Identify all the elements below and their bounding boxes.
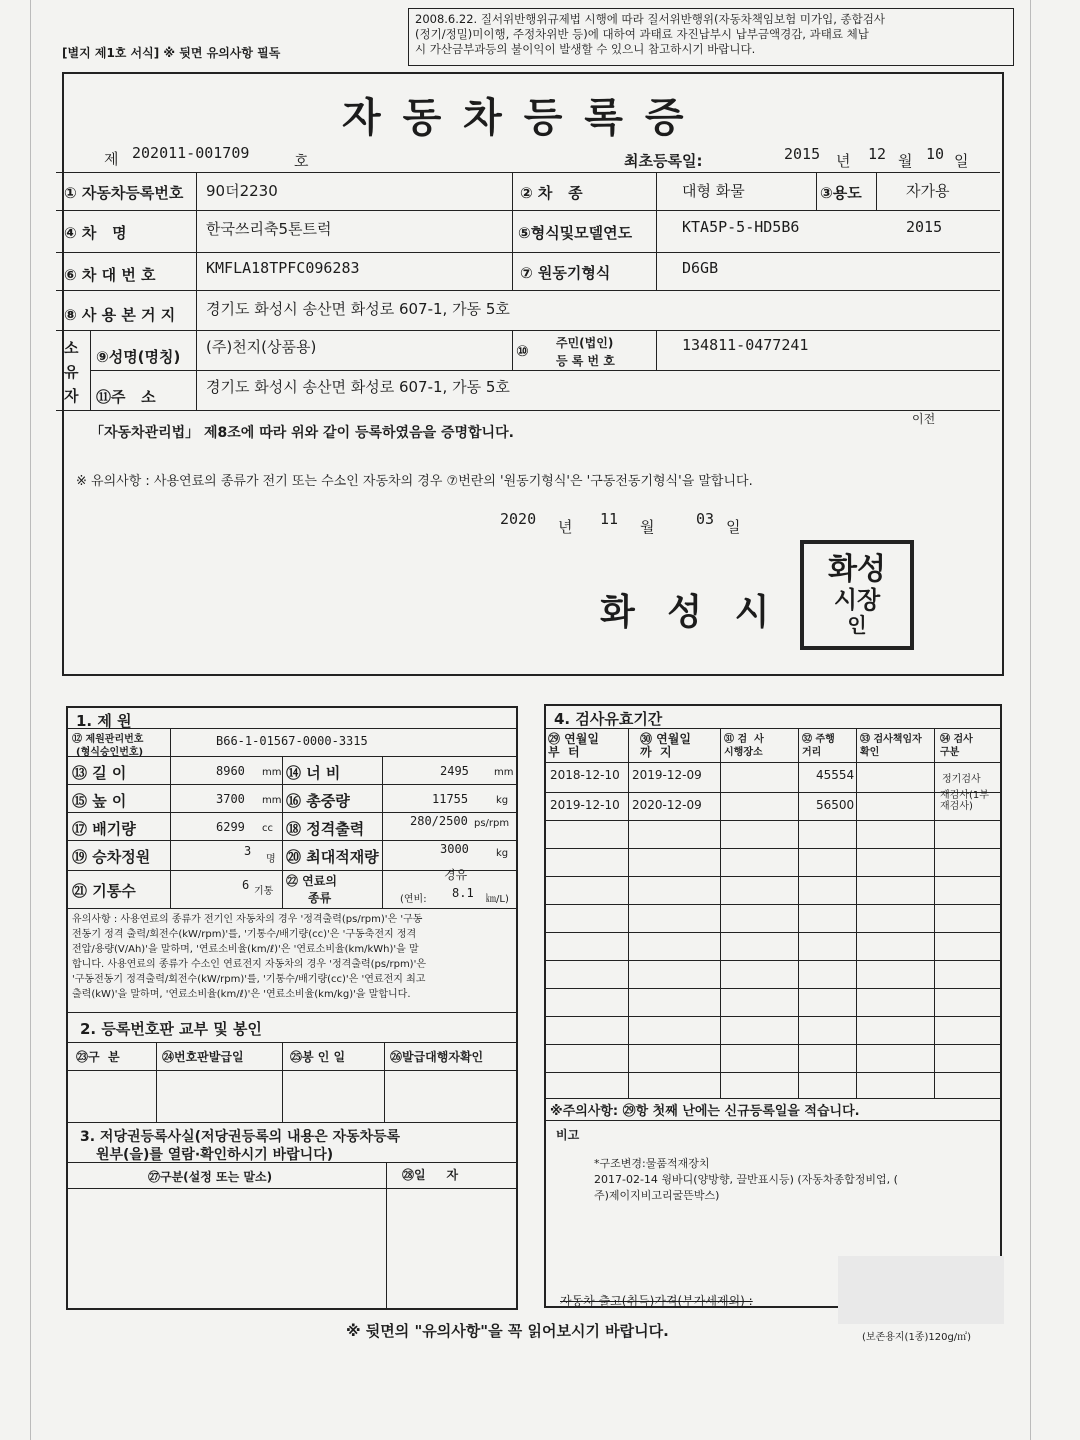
first-reg-month: 12	[868, 145, 887, 163]
lien-heading-2: 원부(을)를 열람·확인하시기 바랍니다)	[96, 1147, 334, 1163]
reg-no-prefix: 제	[104, 150, 119, 168]
label-owner-id-b: 등 록 번 호	[556, 354, 615, 368]
remarks-label: 비고	[556, 1128, 580, 1142]
label-max-load: ⑳ 최대적재량	[286, 848, 379, 866]
grid-line	[934, 728, 935, 1098]
unit-displacement: cc	[262, 823, 273, 834]
grid-line	[816, 172, 817, 210]
grid-line	[66, 728, 518, 729]
label-displacement: ⑰ 배기량	[72, 820, 136, 838]
value-model-year: 2015	[906, 218, 943, 236]
value-gross-weight: 11755	[432, 792, 469, 806]
paper-edge-right	[1030, 0, 1031, 1440]
insp-row1-distance: 45554	[816, 768, 855, 782]
value-vin: KMFLA18TPFC096283	[206, 259, 360, 277]
grid-line	[544, 904, 1002, 905]
insp-col-kind: ㉞ 검사 구분	[940, 734, 973, 758]
value-cylinders: 6	[242, 878, 250, 892]
plate-heading: 2. 등록번호판 교부 및 봉인	[80, 1020, 262, 1038]
label-seating: ⑲ 승차정원	[72, 848, 151, 866]
label-model-name: ④ 차 명	[64, 224, 127, 242]
inspection-heading: 4. 검사유효기간	[554, 710, 663, 728]
grid-line	[544, 1098, 1002, 1099]
first-reg-month-unit: 월	[898, 152, 913, 170]
grid-line	[656, 330, 657, 370]
value-type-code: KTA5P-5-HD5B6	[682, 218, 800, 236]
value-usage: 자가용	[906, 182, 950, 200]
redaction-box	[838, 1256, 1004, 1324]
unit-rated-power: ps/rpm	[474, 818, 510, 829]
grid-line	[720, 728, 721, 1098]
value-vehicle-type: 대형 화물	[682, 182, 745, 200]
grid-line	[56, 330, 1000, 331]
grid-line	[544, 1016, 1002, 1017]
value-width: 2495	[440, 764, 469, 778]
grid-line	[66, 1162, 518, 1163]
grid-line	[196, 172, 197, 410]
label-owner: 소유자	[64, 339, 79, 405]
issue-month-unit: 월	[640, 518, 655, 536]
inspection-caution: ※주의사항: ㉙항 첫째 난에는 신규등록일을 적습니다.	[550, 1104, 860, 1119]
grid-line	[56, 252, 1000, 253]
grid-line	[56, 210, 1000, 211]
first-reg-year: 2015	[784, 145, 821, 163]
value-efficiency: 8.1	[452, 886, 474, 900]
value-owner-address: 경기도 화성시 송산면 화성로 607-1, 가동 5호	[206, 378, 510, 396]
grid-line	[282, 1042, 283, 1122]
grid-line	[90, 330, 91, 410]
issuer-name: 화 성 시	[600, 592, 780, 633]
label-cylinders: ㉑ 기통수	[72, 882, 136, 900]
paper-spec: (보존용지(1종)120g/㎡)	[862, 1332, 972, 1343]
grid-line	[798, 728, 799, 1098]
grid-line	[56, 290, 1000, 291]
first-reg-day: 10	[926, 145, 945, 163]
grid-line	[66, 908, 518, 909]
grid-line	[382, 756, 383, 908]
insp-row2-kind: 재검사(1부 재검사)	[940, 790, 989, 812]
label-spec-mgmt-no: ⑫ 제원관리번호	[72, 734, 144, 745]
value-reg-number: 90더2230	[206, 182, 278, 200]
unit-length: mm	[262, 767, 282, 778]
label-spec-approval-no: (형식승인번호)	[76, 747, 144, 758]
issue-day: 03	[696, 510, 715, 528]
spec-heading: 1. 제 원	[76, 712, 132, 730]
grid-line	[544, 848, 1002, 849]
grid-line	[156, 1042, 157, 1122]
reg-no-suffix: 호	[294, 152, 309, 170]
grid-line	[66, 784, 518, 785]
remarks-text: *구조변경:물품적재장치 2017-02-14 윙바디(양방향, 끌반표시등) (자동차종합정비업, ( 주)제이지비고리굴뜬박스)	[594, 1157, 898, 1202]
issue-year-unit: 년	[558, 518, 573, 536]
grid-line	[544, 1044, 1002, 1045]
grid-line	[66, 1042, 518, 1043]
grid-line	[544, 792, 1002, 793]
official-seal	[800, 540, 914, 650]
seal-line-3: 인	[847, 613, 867, 637]
lien-heading: 3. 저당권등록사실(저당권등록의 내용은 자동차등록	[80, 1129, 401, 1145]
grid-line	[544, 1120, 1002, 1121]
first-reg-day-unit: 일	[954, 152, 969, 170]
reg-number: 202011-001709	[132, 144, 250, 162]
form-label: [별지 제1호 서식] ※ 뒷면 유의사항 필독	[62, 46, 281, 60]
label-height: ⑮ 높 이	[72, 792, 127, 810]
fuel-caution: ※ 유의사항 : 사용연료의 종류가 전기 또는 수소인 자동차의 경우 ⑦번란의 '원동기형식'은 '구동전동기형식'을 말합니다.	[76, 474, 753, 489]
label-gross-weight: ⑯ 총중량	[286, 792, 350, 810]
issue-month: 11	[600, 510, 619, 528]
grid-line	[66, 1012, 518, 1013]
transfer-note: 이전	[912, 412, 936, 426]
document-title: 자 동 차 등 록 증	[342, 95, 688, 141]
label-usage: ③용도	[820, 184, 862, 202]
plate-col-type: ㉓구 분	[76, 1050, 120, 1064]
value-engine-type: D6GB	[682, 259, 719, 277]
unit-gross-weight: kg	[496, 795, 509, 806]
label-owner-id-num: ⑩	[516, 342, 529, 360]
grid-line	[66, 1188, 518, 1189]
grid-line	[544, 988, 1002, 989]
grid-line	[66, 812, 518, 813]
label-owner-address: ⑪주 소	[96, 388, 156, 406]
grid-line	[544, 820, 1002, 821]
value-model-name: 한국쓰리축5톤트럭	[206, 220, 332, 238]
unit-width: mm	[494, 767, 514, 778]
label-engine-type: ⑦ 원동기형식	[520, 264, 611, 282]
label-vehicle-type: ② 차 종	[520, 184, 583, 202]
label-fuel-type: ㉒ 연료의	[286, 874, 337, 888]
value-displacement: 6299	[216, 820, 245, 834]
grid-line	[544, 1072, 1002, 1073]
lien-col-type: ㉗구분(설정 또는 말소)	[148, 1170, 273, 1184]
label-length: ⑬ 길 이	[72, 764, 127, 782]
insp-row1-from: 2018-12-10	[550, 768, 620, 782]
unit-max-load: kg	[496, 848, 509, 859]
grid-line	[66, 1070, 518, 1071]
label-fuel-type-2: 종류	[308, 891, 332, 905]
insp-row2-distance: 56500	[816, 798, 855, 812]
plate-col-seal-date: ㉕봉 인 일	[290, 1050, 346, 1064]
grid-line	[876, 172, 877, 210]
label-type-model-year: ⑤형식및모델연도	[518, 224, 633, 242]
insp-col-to: ㉚ 연월일 까 지	[640, 732, 691, 759]
grid-line	[656, 172, 657, 290]
insp-row2-from: 2019-12-10	[550, 798, 620, 812]
issue-day-unit: 일	[726, 518, 741, 536]
paper-edge-left	[30, 0, 31, 1440]
grid-line	[544, 960, 1002, 961]
insp-row1-kind: 정기검사	[942, 774, 981, 785]
insp-row2-to: 2020-12-09	[632, 798, 702, 812]
lien-col-date: ㉘일 자	[402, 1168, 459, 1182]
value-owner-name: (주)천지(상품용)	[206, 338, 317, 356]
grid-line	[856, 728, 857, 1098]
grid-line	[66, 840, 518, 841]
label-width: ⑭ 너 비	[286, 764, 341, 782]
grid-line	[384, 1042, 385, 1122]
value-seating: 3	[244, 844, 252, 858]
label-efficiency: (연비:	[400, 894, 427, 905]
unit-seating: 명	[266, 854, 276, 865]
label-owner-name: ⑨성명(명칭)	[96, 348, 181, 366]
value-fuel-type: 경유	[444, 868, 468, 882]
bottom-note: ※ 뒷면의 "유의사항"을 꼭 읽어보시기 바랍니다.	[346, 1322, 669, 1340]
insp-col-place: ㉛ 검 사 시행장소	[724, 734, 764, 758]
insp-col-from: ㉙ 연월일 부 터	[548, 732, 599, 759]
seal-line-2: 시장	[833, 586, 881, 614]
value-max-load: 3000	[440, 842, 469, 856]
unit-cylinders: 기통	[254, 886, 274, 897]
plate-col-issue-date: ㉔번호판발급일	[162, 1050, 244, 1064]
value-base-location: 경기도 화성시 송산면 화성로 607-1, 가동 5호	[206, 300, 510, 318]
label-vin: ⑥ 차 대 번 호	[64, 266, 156, 284]
insp-row1-to: 2019-12-09	[632, 768, 702, 782]
value-spec-mgmt-no: B66-1-01567-0000-3315	[216, 734, 368, 748]
top-notice-text: 2008.6.22. 질서위반행위규제법 시행에 따라 질서위반행위(자동차책임보험 미가입, 종합검사 (정기/정밀)미이행, 주정차위반 등)에 대하여 과태료 자진납부시 납부금액경감, 과태료 체납 시 가산금부과등의 불이익이 발생할 수 있으니 참고하시기 바랍니다.	[415, 12, 885, 56]
unit-height: mm	[262, 795, 282, 806]
value-owner-id: 134811-0477241	[682, 336, 809, 354]
value-length: 8960	[216, 764, 245, 778]
grid-line	[56, 410, 1000, 411]
grid-line	[170, 728, 171, 908]
value-height: 3700	[216, 792, 245, 806]
plate-col-agent-check: ㉖발급대행자확인	[390, 1050, 484, 1064]
grid-line	[628, 728, 629, 1098]
label-reg-number: ① 자동차등록번호	[64, 184, 184, 202]
grid-line	[56, 172, 1000, 173]
insp-col-distance: ㉜ 주행 거리	[802, 734, 835, 758]
grid-line	[90, 370, 1000, 371]
grid-line	[512, 172, 513, 290]
insp-col-inspector: ㉝ 검사책임자 확인	[860, 734, 922, 758]
value-rated-power: 280/2500	[410, 814, 468, 828]
price-strikethrough: 자동차 출고(취득)가격(부가세제외) :	[560, 1294, 753, 1308]
grid-line	[66, 1122, 518, 1123]
grid-line	[512, 330, 513, 370]
unit-efficiency: ㎞/L)	[486, 894, 509, 905]
grid-line	[282, 756, 283, 908]
grid-line	[544, 932, 1002, 933]
label-owner-id-a: 주민(법인)	[556, 336, 614, 350]
first-reg-label: 최초등록일:	[624, 152, 703, 170]
label-rated-power: ⑱ 정격출력	[286, 820, 365, 838]
seal-line-1: 화성	[828, 552, 886, 587]
issue-year: 2020	[500, 510, 537, 528]
top-notice-box	[408, 8, 1014, 66]
grid-line	[386, 1162, 387, 1310]
label-base-location: ⑧ 사 용 본 거 지	[64, 306, 176, 324]
grid-line	[544, 876, 1002, 877]
first-reg-year-unit: 년	[836, 152, 851, 170]
certify-statement: 「자동차관리법」 제8조에 따라 위와 같이 등록하였음을 증명합니다.	[90, 425, 514, 441]
spec-notice: 유의사항 : 사용연료의 종류가 전기인 자동차의 경우 '정격출력(ps/rpm)'은 '구동 전동기 정격 출력/회전수(kW/rpm)'를, '기통수/배기량(cc)'은 '구동축전지 정격 전압/용량(V/Ah)'을 말하며, '연료소비율(km/ℓ)'은 '연료소비율(km/kWh)'을 말 합니다. 사용연료의 종류가 수소인 연료전지 자동차의 경우 '정격출력(ps/rpm)'은 '구동전동기 정격출력/회전수(kW/rpm)'를, '기통수/배기량(cc)'은 '연료전지 최고 출력(kW)'을 말하며, '연료소비율(km/ℓ)'은 '연료소비율(km/kg)'을 말합니다.	[72, 914, 426, 1000]
